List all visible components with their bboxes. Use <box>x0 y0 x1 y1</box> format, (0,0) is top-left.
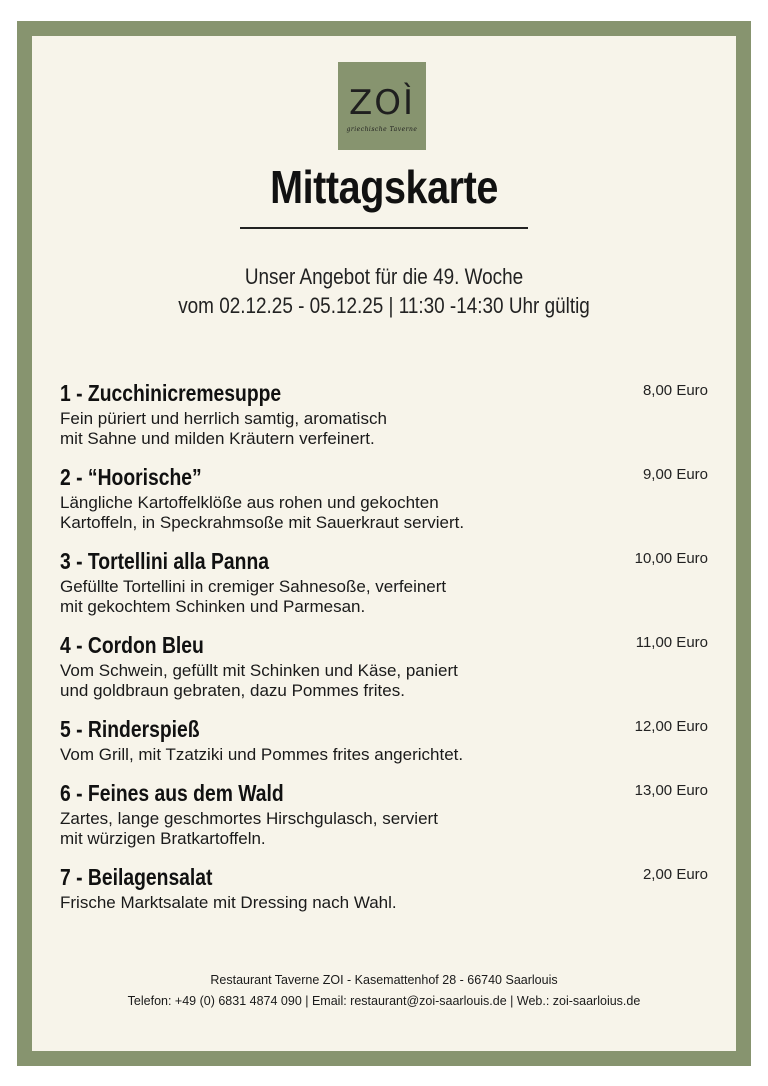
menu-item <box>60 632 708 701</box>
menu-item-price: 12,00 Euro <box>634 718 708 735</box>
menu-item-name: 4 - Cordon Bleu <box>60 632 204 658</box>
footer-address: Restaurant Taverne ZOI - Kasemattenhof 28 - 66740 Saarlouis <box>210 973 558 987</box>
menu-item-description-line: mit würzigen Bratkartoffeln. <box>60 829 266 848</box>
menu-item-name: 6 - Feines aus dem Wald <box>60 780 284 806</box>
menu-item-description <box>60 493 600 533</box>
menu-item-price: 2,00 Euro <box>642 866 708 883</box>
menu-item <box>60 716 708 765</box>
menu-item-description-line: Vom Schwein, gefüllt mit Schinken und Käse, paniert <box>60 661 458 680</box>
menu-item-price: 10,00 Euro <box>634 550 708 567</box>
menu-item-description-line: Längliche Kartoffelklöße aus rohen und gekochten <box>60 493 439 512</box>
menu-item-name: 7 - Beilagensalat <box>60 864 213 890</box>
menu-item-description-line: mit Sahne und milden Kräutern verfeinert. <box>60 429 375 448</box>
week-offer-line: Unser Angebot für die 49. Woche <box>244 264 524 289</box>
menu-item-price: 9,00 Euro <box>642 466 708 483</box>
menu-item-description-line: Frische Marktsalate mit Dressing nach Wahl. <box>60 893 397 912</box>
menu-item-name: 1 - Zucchinicremesuppe <box>60 380 282 406</box>
menu-item-description <box>60 577 600 617</box>
menu-item-price: 13,00 Euro <box>634 782 708 799</box>
footer-contact: Telefon: +49 (0) 6831 4874 090 | Email: restaurant@zoi-saarlouis.de | Web.: zoi-saarloius.de <box>127 994 641 1008</box>
title-underline <box>240 227 528 229</box>
menu-item-name: 5 - Rinderspieß <box>60 716 200 742</box>
logo-text: ZOÌ <box>348 82 416 123</box>
page-title: Mittagskarte <box>270 161 498 213</box>
menu-item-description <box>60 661 600 701</box>
menu-item-description <box>60 893 600 913</box>
menu-item-price: 11,00 Euro <box>635 634 708 651</box>
menu-item-description-line: mit gekochtem Schinken und Parmesan. <box>60 597 366 616</box>
logo-subtitle: griechische Taverne <box>346 125 418 133</box>
menu-item-description-line: Gefüllte Tortellini in cremiger Sahnesoße, verfeinert <box>60 577 447 596</box>
menu-item <box>60 464 708 533</box>
menu-item-description <box>60 809 600 849</box>
menu-item-description-line: Kartoffeln, in Speckrahmsoße mit Sauerkraut serviert. <box>60 513 465 532</box>
menu-item-description-line: Fein püriert und herrlich samtig, aromatisch <box>60 409 387 428</box>
menu-item-description <box>60 745 600 765</box>
menu-item <box>60 864 708 913</box>
menu-item-description-line: und goldbraun gebraten, dazu Pommes frites. <box>60 681 405 700</box>
menu-item <box>60 780 708 849</box>
menu-item-description-line: Vom Grill, mit Tzatziki und Pommes frites angerichtet. <box>60 745 464 764</box>
menu-item <box>60 548 708 617</box>
menu-item-description <box>60 409 600 449</box>
menu-item-price: 8,00 Euro <box>642 382 708 399</box>
menu-item <box>60 380 708 449</box>
menu-item-name: 3 - Tortellini alla Panna <box>60 548 270 574</box>
menu-item-description-line: Zartes, lange geschmortes Hirschgulasch, serviert <box>60 809 438 828</box>
zoi-logo <box>338 62 426 150</box>
validity-line: vom 02.12.25 - 05.12.25 | 11:30 -14:30 Uhr gültig <box>178 293 590 318</box>
menu-item-name: 2 - “Hoorische” <box>60 464 202 490</box>
